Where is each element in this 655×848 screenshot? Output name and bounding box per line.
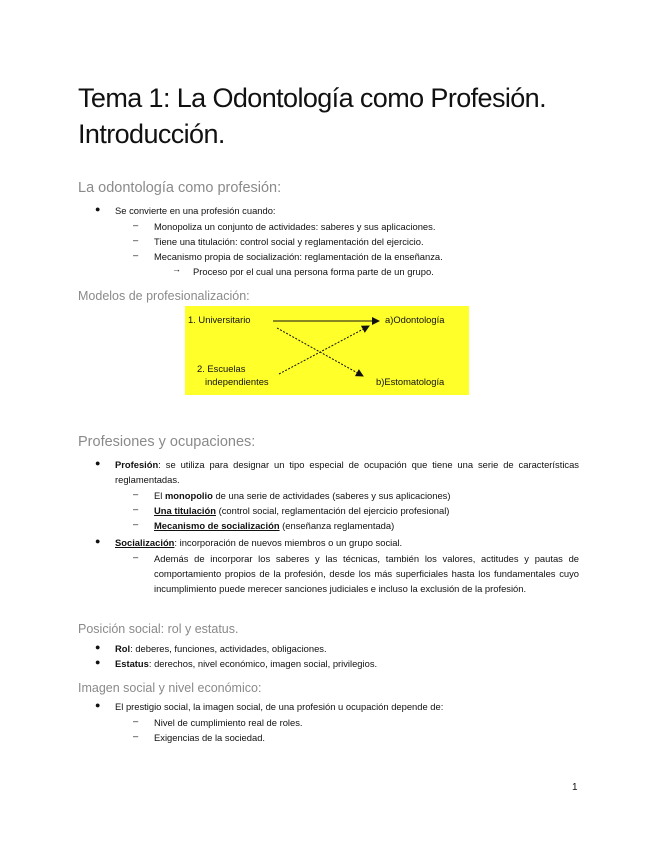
bullet-icon: ● <box>95 657 101 667</box>
term-socializacion: Socialización <box>115 537 175 548</box>
title-line-2: Introducción. <box>78 119 225 149</box>
sub-list-item <box>154 518 394 533</box>
section-heading-profession: La odontología como profesión: <box>78 180 282 196</box>
dash-icon: – <box>133 518 139 529</box>
dash-icon: – <box>133 219 139 230</box>
section-heading-social-position: Posición social: rol y estatus. <box>78 622 239 636</box>
diagram-label-estomatologia: b)Estomatología <box>376 376 445 387</box>
dash-icon: – <box>133 551 139 562</box>
term-profesion: Profesión <box>115 459 159 470</box>
term-rol: Rol <box>115 643 131 654</box>
term-titulacion: Una titulación <box>154 505 216 516</box>
bullet-icon: ● <box>95 204 101 214</box>
diagram-label-independientes: independientes <box>205 376 269 387</box>
dash-icon: – <box>133 488 139 499</box>
definition-profesion: : se utiliza para designar un tipo especial de ocupación que tiene una serie de características reglamentadas. <box>115 459 579 486</box>
diagram-label-escuelas: 2. Escuelas <box>197 363 246 374</box>
definition-rol: : deberes, funciones, actividades, obligaciones. <box>130 643 327 654</box>
list-item-socializacion <box>115 535 402 550</box>
sub-list-item: Monopoliza un conjunto de actividades: saberes y sus aplicaciones. <box>154 221 436 232</box>
list-item-profesion <box>115 457 579 487</box>
list-item: Se convierte en una profesión cuando: <box>115 205 276 216</box>
diagram-label-universitario: 1. Universitario <box>188 314 251 325</box>
bullet-icon: ● <box>95 536 101 546</box>
definition-socializacion: : incorporación de nuevos miembros o un grupo social. <box>174 537 403 548</box>
bullet-icon: ● <box>95 700 101 710</box>
arrow-escuelas-odontologia <box>279 326 369 374</box>
dash-icon: – <box>133 503 139 514</box>
models-diagram <box>185 306 469 395</box>
diagram-label-odontologia: a)Odontología <box>385 314 445 325</box>
list-item-estatus <box>115 656 377 671</box>
term-estatus: Estatus <box>115 658 149 669</box>
dash-icon: – <box>133 730 139 741</box>
bullet-icon: ● <box>95 642 101 652</box>
sub-sub-list-item: Proceso por el cual una persona forma parte de un grupo. <box>193 266 434 277</box>
definition-estatus: : derechos, nivel económico, imagen social, privilegios. <box>148 658 378 669</box>
text-fragment: de una serie de actividades (saberes y sus aplicaciones) <box>212 490 451 501</box>
section-heading-social-image: Imagen social y nivel económico: <box>78 681 262 695</box>
sub-list-item: Tiene una titulación: control social y reglamentación del ejercicio. <box>154 236 424 247</box>
section-heading-professions: Profesiones y ocupaciones: <box>78 434 256 450</box>
dash-icon: – <box>133 234 139 245</box>
sub-list-item-paragraph: Además de incorporar los saberes y las técnicas, también los valores, actitudes y pautas de comportamiento propios de la profesión, desde los más superficiales hasta los fundamentales cuyo incumplimiento puede merecer sanciones judiciales e incluso la exclusión de la profesión. <box>154 553 579 595</box>
page-number: 1 <box>572 782 578 793</box>
term-socializacion-mechanism: Mecanismo de socialización <box>154 520 280 531</box>
text-fragment: (enseñanza reglamentada) <box>279 520 395 531</box>
text-fragment: El <box>154 490 165 501</box>
sub-list-item <box>154 503 449 518</box>
sub-list-item: Exigencias de la sociedad. <box>154 732 266 743</box>
list-item-rol <box>115 641 327 656</box>
text-fragment: (control social, reglamentación del ejercicio profesional) <box>215 505 450 516</box>
sub-list-item: Mecanismo propia de socialización: reglamentación de la enseñanza. <box>154 251 443 262</box>
sub-list-item <box>154 488 451 503</box>
dash-icon: – <box>133 249 139 260</box>
bullet-icon: ● <box>95 458 101 468</box>
sub-list-item: Nivel de cumplimiento real de roles. <box>154 717 303 728</box>
term-monopolio: monopolio <box>164 490 213 501</box>
dash-icon: – <box>133 715 139 726</box>
section-heading-models: Modelos de profesionalización: <box>78 289 250 303</box>
title-line-1: Tema 1: La Odontología como Profesión. <box>78 83 546 113</box>
arrow-right-icon: → <box>172 264 181 274</box>
page-title <box>78 80 618 152</box>
list-item: El prestigio social, la imagen social, de una profesión u ocupación depende de: <box>115 701 444 712</box>
